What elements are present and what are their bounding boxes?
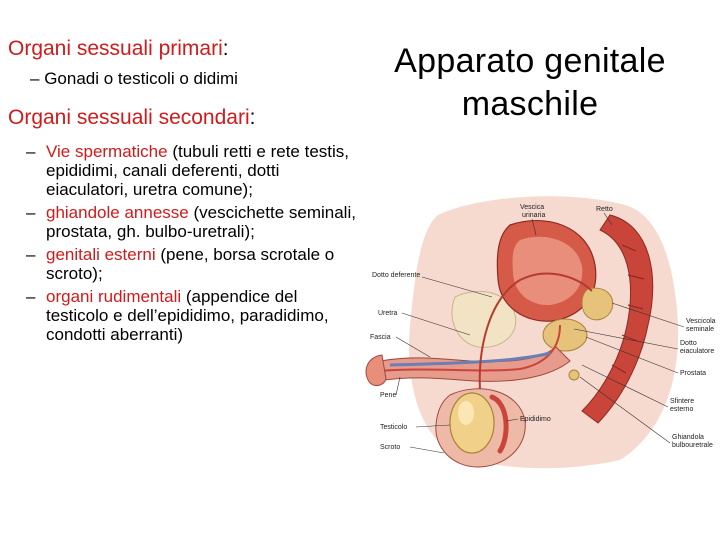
list-dash: –: [26, 142, 36, 161]
secondary-heading-colon: :: [249, 106, 256, 129]
primary-item-text: Gonadi o testicoli o didimi: [44, 69, 238, 88]
secondary-heading-text: Organi sessuali secondari: [8, 106, 250, 129]
list-item-text: (appendice del testicolo e dell’epididimo, paradidimo, condotti aberranti): [46, 287, 329, 344]
list-item-text: (tubuli retti e rete testis, epididimi, canali deferenti, dotti eiaculatori, uretra comune);: [46, 142, 349, 199]
list-dash: –: [26, 287, 36, 306]
list-item: [26, 142, 361, 199]
primary-heading-text: Organi sessuali primari: [8, 37, 223, 60]
list-dash: –: [26, 245, 36, 264]
list-dash: –: [26, 203, 36, 222]
label-vescica-2: urinaria: [522, 212, 546, 219]
title-line-2: maschile: [461, 85, 599, 123]
list-item-text: (pene, borsa scrotale o scroto);: [46, 245, 335, 283]
secondary-list: [26, 142, 361, 348]
label-ghiandola-1: Ghiandola: [672, 434, 704, 441]
list-item: [26, 245, 361, 283]
anatomy-illustration: [360, 185, 720, 475]
label-fascia: Fascia: [370, 334, 391, 341]
bulbourethral-gland: [569, 370, 579, 380]
label-epididimo: Epididimo: [520, 416, 551, 423]
primary-heading: [8, 36, 229, 62]
list-item: [26, 287, 361, 344]
list-item-highlight: ghiandole annesse: [46, 203, 189, 222]
label-testicolo: Testicolo: [380, 424, 408, 431]
label-dotto-deferente: Dotto deferente: [372, 272, 421, 279]
list-item-highlight: genitali esterni: [46, 245, 156, 264]
list-item-highlight: organi rudimentali: [46, 287, 182, 306]
label-prostata: Prostata: [680, 370, 707, 377]
list-item: [26, 203, 361, 241]
label-vescicola-2: seminale: [686, 326, 715, 333]
list-item-highlight: Vie spermatiche: [46, 142, 168, 161]
label-sfintere-2: esterno: [670, 406, 694, 413]
label-vescicola-1: Vescicola: [686, 318, 716, 325]
primary-item-dash: –: [30, 69, 40, 88]
label-dotto-eiac-1: Dotto: [680, 340, 697, 347]
label-uretra: Uretra: [378, 310, 398, 317]
title-line-1: Apparato genitale: [394, 42, 666, 80]
primary-item: [30, 68, 238, 90]
secondary-heading: [8, 105, 255, 131]
label-scroto: Scroto: [380, 444, 401, 451]
testis-highlight: [458, 401, 474, 425]
label-retto: Retto: [596, 206, 613, 213]
testis: [450, 393, 494, 453]
label-dotto-eiac-2: eiaculatore: [680, 348, 715, 355]
label-sfintere-1: Sfintere: [670, 398, 695, 405]
primary-heading-colon: :: [222, 37, 229, 60]
slide-title: [380, 40, 680, 126]
label-pene: Pene: [380, 392, 397, 399]
prostate: [543, 319, 587, 351]
list-item-text: (vescichette seminali, prostata, gh. bulbo-uretrali);: [46, 203, 356, 241]
seminal-vesicle: [582, 288, 613, 320]
glans: [366, 355, 386, 386]
label-vescica: Vescica: [520, 204, 545, 211]
label-ghiandola-2: bulbouretrale: [672, 442, 713, 449]
